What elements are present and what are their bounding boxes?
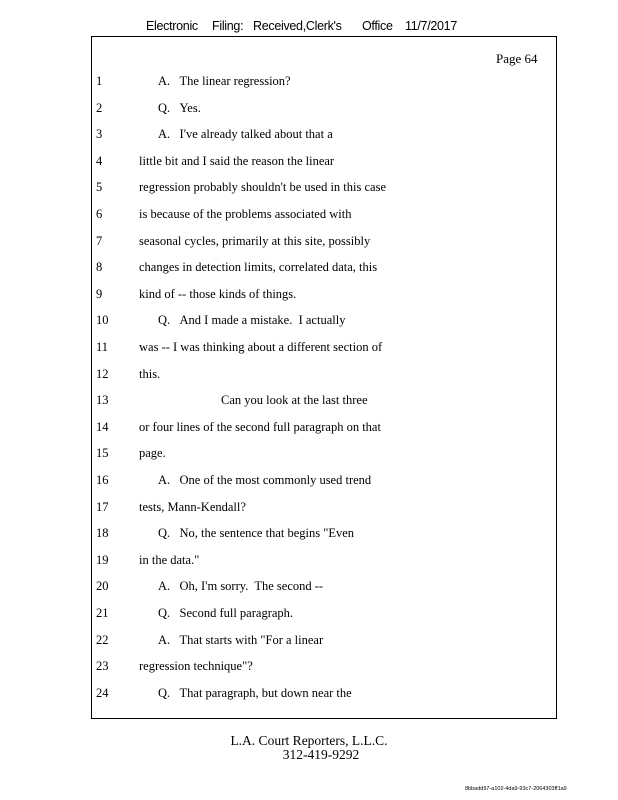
transcript-line	[0, 234, 618, 252]
header-word-received: Received,Clerk's	[253, 19, 342, 33]
document-hash: 8bbadd97-a102-4da9-93c7-2064303ff1a9	[465, 786, 567, 792]
transcript-line	[0, 526, 618, 544]
transcript-line	[0, 207, 618, 225]
transcript-line	[0, 313, 618, 331]
line-text: A. The linear regression?	[158, 74, 291, 88]
line-text: Q. Yes.	[158, 100, 201, 115]
transcript-line	[0, 553, 618, 571]
reporter-phone: 312-419-9292	[282, 747, 360, 762]
transcript-line	[0, 393, 618, 411]
line-number: 11	[96, 340, 109, 354]
header-word-office: Office	[362, 19, 393, 33]
line-number: 16	[96, 473, 109, 487]
line-text: changes in detection limits, correlated data, this	[139, 260, 378, 275]
transcript-line	[0, 367, 618, 385]
transcript-line	[0, 500, 618, 518]
line-number: 7	[96, 233, 103, 248]
line-number: 19	[96, 552, 109, 567]
transcript-line	[0, 287, 618, 305]
transcript-line	[0, 74, 618, 92]
line-number: 10	[96, 313, 109, 328]
transcript-line	[0, 633, 618, 651]
line-text: is because of the problems associated with	[139, 207, 352, 221]
line-number: 14	[96, 419, 109, 434]
line-text: Can you look at the last three	[221, 393, 368, 408]
line-number: 1	[96, 74, 103, 88]
line-text: seasonal cycles, primarily at this site, possibly	[139, 233, 371, 248]
header-word-filing: Filing:	[212, 19, 244, 33]
line-text: A. I've already talked about that a	[158, 127, 333, 142]
line-number: 21	[96, 606, 109, 620]
line-text: or four lines of the second full paragraph on that	[139, 419, 381, 434]
line-number: 6	[96, 207, 103, 221]
line-text: little bit and I said the reason the linear	[139, 153, 335, 168]
line-text: A. Oh, I'm sorry. The second --	[158, 579, 324, 594]
line-number: 4	[96, 153, 103, 168]
line-text: Q. No, the sentence that begins "Even	[158, 526, 355, 541]
line-number: 13	[96, 393, 109, 408]
line-number: 23	[96, 659, 109, 674]
line-text: kind of -- those kinds of things.	[139, 286, 297, 301]
transcript-line	[0, 260, 618, 278]
line-number: 15	[96, 446, 109, 461]
line-number: 2	[96, 100, 103, 115]
transcript-line	[0, 180, 618, 198]
line-number: 22	[96, 632, 109, 647]
transcript-line	[0, 606, 618, 624]
line-number: 20	[96, 579, 109, 594]
line-number: 24	[96, 685, 109, 700]
line-number: 5	[96, 180, 103, 195]
line-number: 18	[96, 526, 109, 541]
line-number: 12	[96, 366, 109, 381]
transcript-line	[0, 420, 618, 438]
line-number: 9	[96, 286, 103, 301]
transcript-line	[0, 473, 618, 491]
reporter-company: L.A. Court Reporters, L.L.C.	[230, 733, 388, 748]
filing-header	[0, 19, 618, 37]
line-number: 17	[96, 499, 109, 514]
transcript-line	[0, 101, 618, 119]
line-text: was -- I was thinking about a different section of	[139, 340, 383, 354]
line-text: Q. That paragraph, but down near the	[158, 685, 352, 700]
transcript-line	[0, 127, 618, 145]
line-text: A. One of the most commonly used trend	[158, 473, 372, 487]
transcript-line	[0, 340, 618, 358]
line-text: in the data."	[139, 552, 200, 567]
transcript-line	[0, 686, 618, 704]
transcript-line	[0, 579, 618, 597]
header-date: 11/7/2017	[405, 19, 457, 33]
line-text: tests, Mann-Kendall?	[139, 499, 246, 514]
line-text: regression technique"?	[139, 659, 253, 674]
transcript-line	[0, 154, 618, 172]
line-text: this.	[139, 366, 161, 381]
transcript-line	[0, 446, 618, 464]
line-text: A. That starts with "For a linear	[158, 632, 324, 647]
line-text: regression probably shouldn't be used in this case	[139, 180, 386, 195]
line-text: Q. Second full paragraph.	[158, 606, 294, 620]
transcript-line	[0, 659, 618, 677]
header-word-electronic: Electronic	[146, 19, 198, 33]
line-text: page.	[139, 446, 166, 461]
page-number: Page 64	[496, 51, 538, 66]
line-number: 8	[96, 260, 103, 275]
line-text: Q. And I made a mistake. I actually	[158, 313, 346, 328]
line-number: 3	[96, 127, 103, 142]
